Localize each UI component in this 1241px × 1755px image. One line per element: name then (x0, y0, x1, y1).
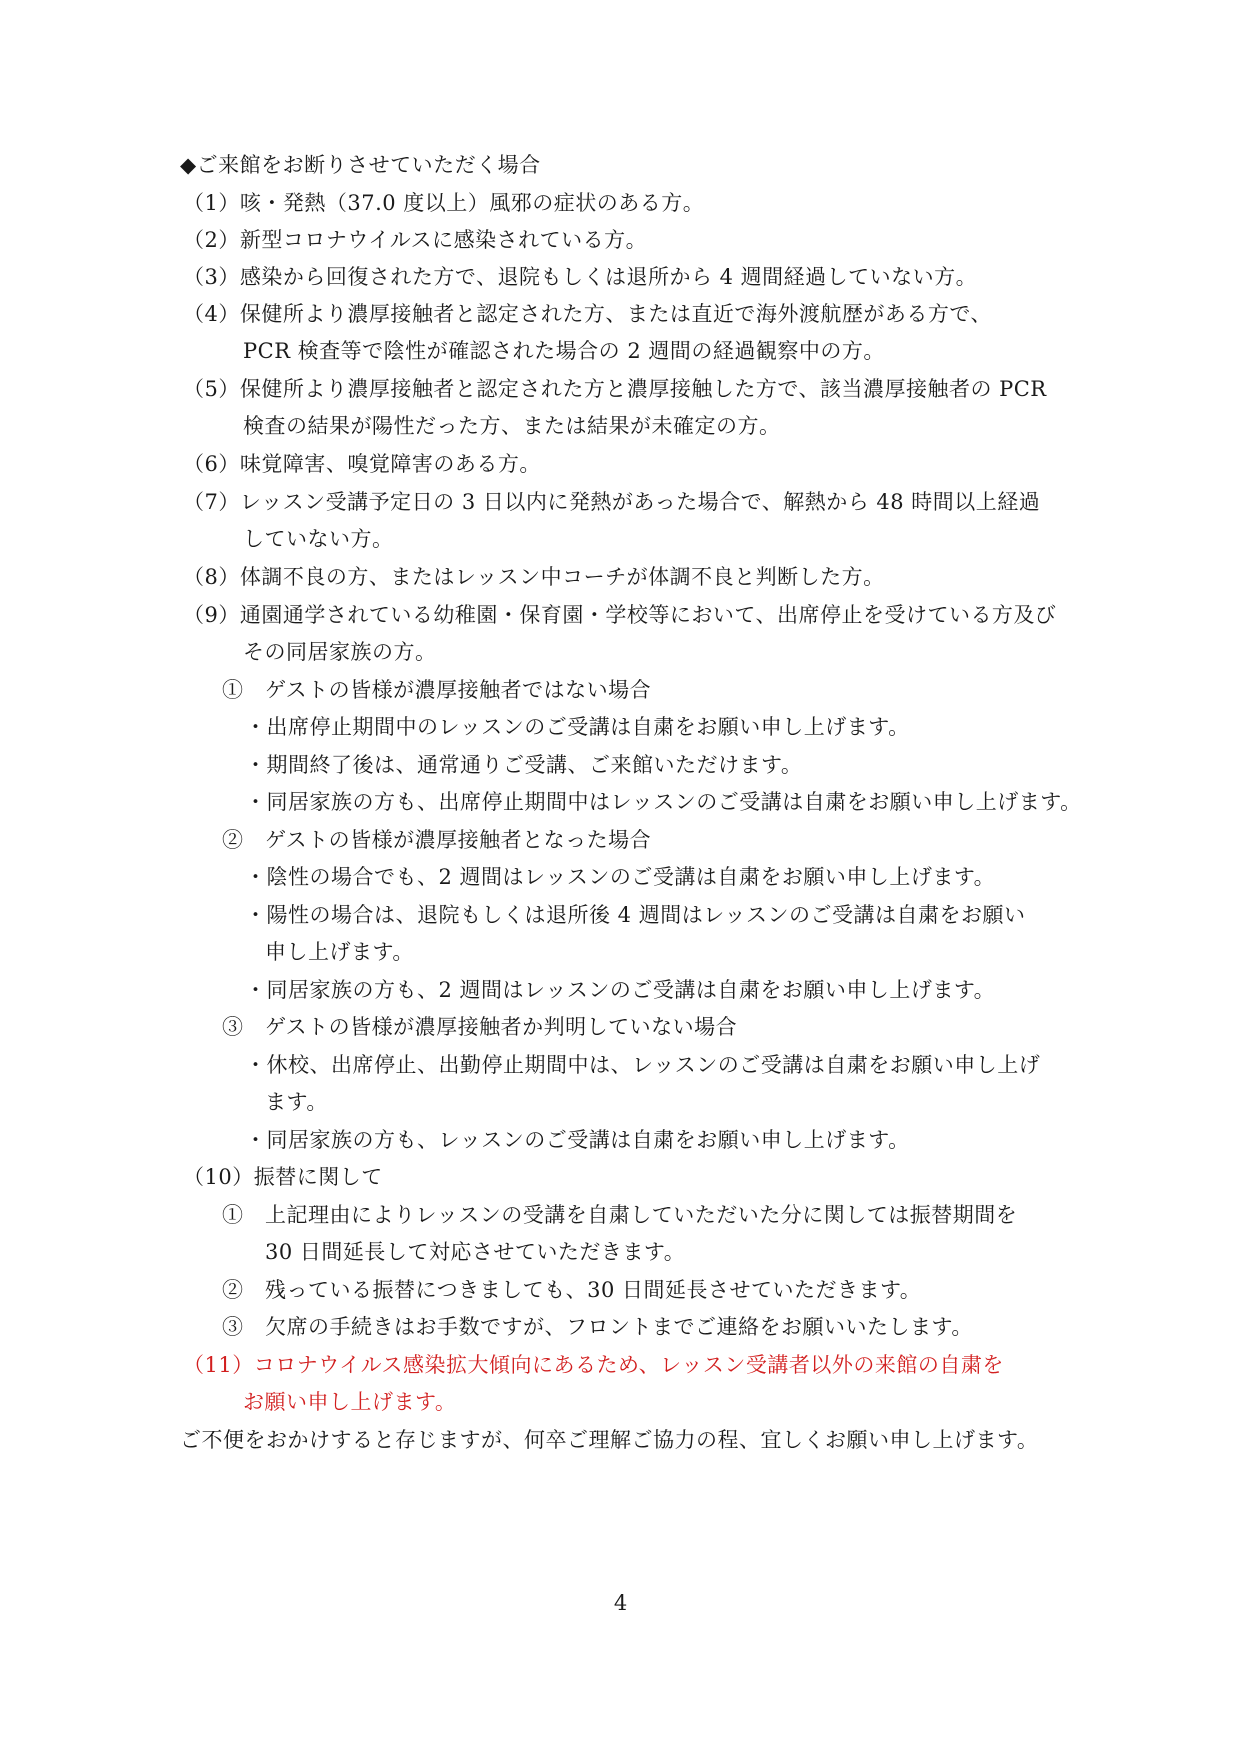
page-number: 4 (613, 1591, 628, 1615)
list-item-4-continued: PCR 検査等で陰性が確認された場合の 2 週間の経過観察中の方。 (243, 339, 885, 363)
list-item-5: （5）保健所より濃厚接触者と認定された方と濃厚接触した方で、該当濃厚接触者の PCR (183, 377, 1047, 401)
list-item-2: （2）新型コロナウイルスに感染されている方。 (183, 228, 648, 252)
closing-remark: ご不便をおかけすると存じますが、何卒ご理解ご協力の程、宜しくお願い申し上げます。 (180, 1428, 1039, 1452)
list-item-6: （6）味覚障害、嗅覚障害のある方。 (183, 452, 541, 476)
sub-item-1: ① ゲストの皆様が濃厚接触者ではない場合 (222, 678, 652, 702)
bullet-2-2-continued: 申し上げます。 (265, 940, 414, 964)
list-item-10: （10）振替に関して (183, 1165, 383, 1189)
bullet-3-1: ・休校、出席停止、出勤停止期間中は、レッスンのご受講は自粛をお願い申し上げ (245, 1053, 1041, 1077)
list-item-4: （4）保健所より濃厚接触者と認定された方、または直近で海外渡航歴がある方で、 (183, 302, 992, 326)
sub-item-10-2: ② 残っている振替につきましても、30 日間延長させていただきます。 (222, 1278, 922, 1302)
bullet-2-2: ・陽性の場合は、退院もしくは退所後 4 週間はレッスンのご受講は自粛をお願い (245, 903, 1026, 927)
sub-item-10-1: ① 上記理由によりレッスンの受講を自粛していただいた分に関しては振替期間を (222, 1203, 1018, 1227)
sub-item-3: ③ ゲストの皆様が濃厚接触者か判明していない場合 (222, 1015, 738, 1039)
list-item-11-highlight-continued: お願い申し上げます。 (243, 1390, 457, 1414)
sub-item-2: ② ゲストの皆様が濃厚接触者となった場合 (222, 828, 652, 852)
list-item-5-continued: 検査の結果が陽性だった方、または結果が未確定の方。 (243, 414, 781, 438)
bullet-3-1-continued: ます。 (265, 1090, 328, 1114)
bullet-1-1: ・出席停止期間中のレッスンのご受講は自粛をお願い申し上げます。 (245, 715, 910, 739)
list-item-11-highlight: （11）コロナウイルス感染拡大傾向にあるため、レッスン受講者以外の来館の自粛を (183, 1353, 1004, 1377)
sub-item-10-3: ③ 欠席の手続きはお手数ですが、フロントまでご連絡をお願いいたします。 (222, 1315, 973, 1339)
list-item-8: （8）体調不良の方、またはレッスン中コーチが体調不良と判断した方。 (183, 565, 885, 589)
list-item-9-continued: その同居家族の方。 (243, 640, 437, 664)
list-item-7-continued: していない方。 (243, 527, 394, 551)
bullet-2-1: ・陰性の場合でも、2 週間はレッスンのご受講は自粛をお願い申し上げます。 (245, 865, 996, 889)
list-item-9: （9）通園通学されている幼稚園・保育園・学校等において、出席停止を受けている方及び (183, 603, 1057, 627)
bullet-2-3: ・同居家族の方も、2 週間はレッスンのご受講は自粛をお願い申し上げます。 (245, 978, 996, 1002)
sub-item-10-1-continued: 30 日間延長して対応させていただきます。 (265, 1240, 686, 1264)
bullet-3-2: ・同居家族の方も、レッスンのご受講は自粛をお願い申し上げます。 (245, 1128, 910, 1152)
list-item-7: （7）レッスン受講予定日の 3 日以内に発熱があった場合で、解熱から 48 時間以上経過 (183, 490, 1041, 514)
bullet-1-3: ・同居家族の方も、出席停止期間中はレッスンのご受講は自粛をお願い申し上げます。 (245, 790, 1082, 814)
bullet-1-2: ・期間終了後は、通常通りご受講、ご来館いただけます。 (245, 753, 803, 777)
list-item-3: （3）感染から回復された方で、退院もしくは退所から 4 週間経過していない方。 (183, 265, 978, 289)
list-item-1: （1）咳・発熱（37.0 度以上）風邪の症状のある方。 (183, 191, 705, 215)
section-heading: ◆ご来館をお断りさせていただく場合 (180, 153, 541, 177)
